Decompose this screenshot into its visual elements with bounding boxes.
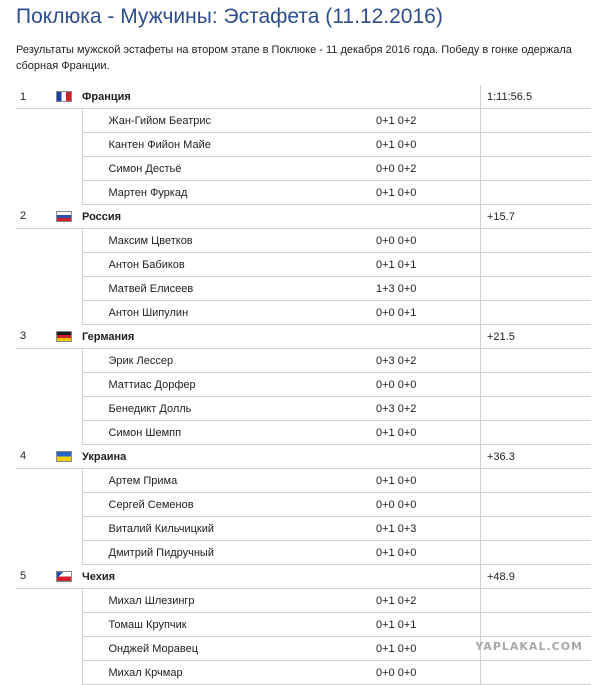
team-row xyxy=(16,85,591,109)
empty-cell xyxy=(16,661,56,685)
athlete-shooting: 0+1 0+0 xyxy=(376,133,481,157)
team-rank: 5 xyxy=(16,565,56,589)
empty-cell xyxy=(56,493,82,517)
empty-cell xyxy=(16,397,56,421)
flag-cell xyxy=(56,565,82,589)
athlete-shooting: 0+0 0+0 xyxy=(376,229,481,253)
empty-cell xyxy=(56,541,82,565)
flag-cell xyxy=(56,85,82,109)
flag-cell xyxy=(56,205,82,229)
athlete-row xyxy=(16,421,591,445)
team-rank: 4 xyxy=(16,445,56,469)
athlete-shooting: 0+1 0+2 xyxy=(376,109,481,133)
team-shooting xyxy=(376,565,481,589)
empty-cell xyxy=(56,301,82,325)
empty-cell xyxy=(56,109,82,133)
athlete-name: Онджей Моравец xyxy=(82,637,376,661)
empty-cell xyxy=(16,469,56,493)
empty-cell xyxy=(16,349,56,373)
athlete-result xyxy=(481,541,592,565)
empty-cell xyxy=(56,133,82,157)
empty-cell xyxy=(16,541,56,565)
empty-cell xyxy=(56,157,82,181)
empty-cell xyxy=(56,373,82,397)
athlete-name: Антон Шипулин xyxy=(82,301,376,325)
athlete-row xyxy=(16,469,591,493)
team-shooting xyxy=(376,445,481,469)
athlete-result xyxy=(481,301,592,325)
page-title: Поклюка - Мужчины: Эстафета (11.12.2016) xyxy=(16,5,443,28)
athlete-result xyxy=(481,277,592,301)
empty-cell xyxy=(16,253,56,277)
team-row xyxy=(16,445,591,469)
empty-cell xyxy=(56,469,82,493)
team-row xyxy=(16,325,591,349)
athlete-result xyxy=(481,133,592,157)
empty-cell xyxy=(16,637,56,661)
empty-cell xyxy=(16,181,56,205)
athlete-row xyxy=(16,373,591,397)
team-row xyxy=(16,205,591,229)
athlete-shooting: 0+0 0+0 xyxy=(376,661,481,685)
team-shooting xyxy=(376,205,481,229)
flag-de-icon xyxy=(56,331,72,342)
intro-text: Результаты мужской эстафеты на втором этапе в Поклюке - 11 декабря 2016 года. Победу в гонке одержала сборная Франции. xyxy=(16,44,572,72)
athlete-result xyxy=(481,493,592,517)
athlete-result xyxy=(481,469,592,493)
athlete-result xyxy=(481,517,592,541)
athlete-shooting: 0+1 0+0 xyxy=(376,421,481,445)
athlete-name: Симон Шемпп xyxy=(82,421,376,445)
athlete-shooting: 0+0 0+0 xyxy=(376,493,481,517)
athlete-result xyxy=(481,373,592,397)
athlete-name: Антон Бабиков xyxy=(82,253,376,277)
empty-cell xyxy=(16,589,56,613)
empty-cell xyxy=(56,229,82,253)
athlete-row xyxy=(16,133,591,157)
athlete-name: Жан-Гийом Беатрис xyxy=(82,109,376,133)
empty-cell xyxy=(56,613,82,637)
athlete-result xyxy=(481,397,592,421)
athlete-name: Дмитрий Пидручный xyxy=(82,541,376,565)
flag-cell xyxy=(56,445,82,469)
empty-cell xyxy=(16,517,56,541)
watermark-logo: YAPLAKAL.COM xyxy=(475,640,583,653)
athlete-shooting: 0+1 0+0 xyxy=(376,181,481,205)
athlete-name: Михал Крчмар xyxy=(82,661,376,685)
team-name: Чехия xyxy=(82,565,376,589)
team-rank: 3 xyxy=(16,325,56,349)
athlete-name: Бенедикт Долль xyxy=(82,397,376,421)
empty-cell xyxy=(16,133,56,157)
team-name: Франция xyxy=(82,85,376,109)
athlete-shooting: 0+1 0+0 xyxy=(376,637,481,661)
empty-cell xyxy=(56,517,82,541)
athlete-name: Симон Дестьё xyxy=(82,157,376,181)
empty-cell xyxy=(16,613,56,637)
athlete-row xyxy=(16,253,591,277)
athlete-name: Кантен Фийон Майе xyxy=(82,133,376,157)
athlete-row xyxy=(16,349,591,373)
athlete-row xyxy=(16,229,591,253)
athlete-shooting: 1+3 0+0 xyxy=(376,277,481,301)
athlete-row xyxy=(16,181,591,205)
empty-cell xyxy=(56,253,82,277)
empty-cell xyxy=(56,277,82,301)
empty-cell xyxy=(56,181,82,205)
athlete-shooting: 0+3 0+2 xyxy=(376,397,481,421)
athlete-shooting: 0+1 0+1 xyxy=(376,253,481,277)
empty-cell xyxy=(16,373,56,397)
empty-cell xyxy=(16,493,56,517)
empty-cell xyxy=(56,661,82,685)
athlete-name: Артем Прима xyxy=(82,469,376,493)
empty-cell xyxy=(16,109,56,133)
athlete-name: Сергей Семенов xyxy=(82,493,376,517)
athlete-result xyxy=(481,157,592,181)
athlete-result xyxy=(481,181,592,205)
team-name: Германия xyxy=(82,325,376,349)
athlete-shooting: 0+1 0+3 xyxy=(376,517,481,541)
empty-cell xyxy=(56,397,82,421)
team-shooting xyxy=(376,325,481,349)
athlete-shooting: 0+1 0+1 xyxy=(376,613,481,637)
athlete-result xyxy=(481,661,592,685)
empty-cell xyxy=(56,349,82,373)
athlete-result xyxy=(481,109,592,133)
empty-cell xyxy=(16,277,56,301)
flag-ua-icon xyxy=(56,451,72,462)
athlete-row xyxy=(16,493,591,517)
athlete-row xyxy=(16,301,591,325)
athlete-result xyxy=(481,613,592,637)
empty-cell xyxy=(56,637,82,661)
athlete-row xyxy=(16,613,591,637)
athlete-shooting: 0+1 0+2 xyxy=(376,589,481,613)
team-name: Россия xyxy=(82,205,376,229)
team-rank: 1 xyxy=(16,85,56,109)
flag-cell xyxy=(56,325,82,349)
athlete-shooting: 0+1 0+0 xyxy=(376,541,481,565)
athlete-row xyxy=(16,589,591,613)
team-result: 1:11:56.5 xyxy=(481,85,592,109)
athlete-row xyxy=(16,661,591,685)
empty-cell xyxy=(16,421,56,445)
athlete-result xyxy=(481,589,592,613)
athlete-name: Максим Цветков xyxy=(82,229,376,253)
empty-cell xyxy=(16,301,56,325)
team-name: Украина xyxy=(82,445,376,469)
flag-cz-icon xyxy=(56,571,72,582)
team-result: +36.3 xyxy=(481,445,592,469)
empty-cell xyxy=(56,589,82,613)
results-body xyxy=(16,85,591,685)
flag-fr-icon xyxy=(56,91,72,102)
athlete-shooting: 0+0 0+0 xyxy=(376,373,481,397)
athlete-shooting: 0+0 0+1 xyxy=(376,301,481,325)
athlete-row xyxy=(16,541,591,565)
athlete-shooting: 0+3 0+2 xyxy=(376,349,481,373)
results-table xyxy=(16,85,591,685)
athlete-name: Виталий Кильчицкий xyxy=(82,517,376,541)
team-result: +48.9 xyxy=(481,565,592,589)
athlete-shooting: 0+0 0+2 xyxy=(376,157,481,181)
athlete-result xyxy=(481,349,592,373)
team-rank: 2 xyxy=(16,205,56,229)
athlete-row xyxy=(16,277,591,301)
empty-cell xyxy=(16,157,56,181)
athlete-row xyxy=(16,517,591,541)
athlete-name: Эрик Лессер xyxy=(82,349,376,373)
athlete-row xyxy=(16,157,591,181)
empty-cell xyxy=(16,229,56,253)
team-shooting xyxy=(376,85,481,109)
athlete-name: Матвей Елисеев xyxy=(82,277,376,301)
empty-cell xyxy=(56,421,82,445)
athlete-row xyxy=(16,109,591,133)
athlete-shooting: 0+1 0+0 xyxy=(376,469,481,493)
team-result: +15.7 xyxy=(481,205,592,229)
athlete-name: Томаш Крупчик xyxy=(82,613,376,637)
athlete-name: Михал Шлезингр xyxy=(82,589,376,613)
team-result: +21.5 xyxy=(481,325,592,349)
athlete-result xyxy=(481,229,592,253)
athlete-result xyxy=(481,421,592,445)
athlete-name: Мартен Фуркад xyxy=(82,181,376,205)
flag-ru-icon xyxy=(56,211,72,222)
athlete-name: Маттиас Дорфер xyxy=(82,373,376,397)
athlete-row xyxy=(16,397,591,421)
athlete-result xyxy=(481,253,592,277)
team-row xyxy=(16,565,591,589)
